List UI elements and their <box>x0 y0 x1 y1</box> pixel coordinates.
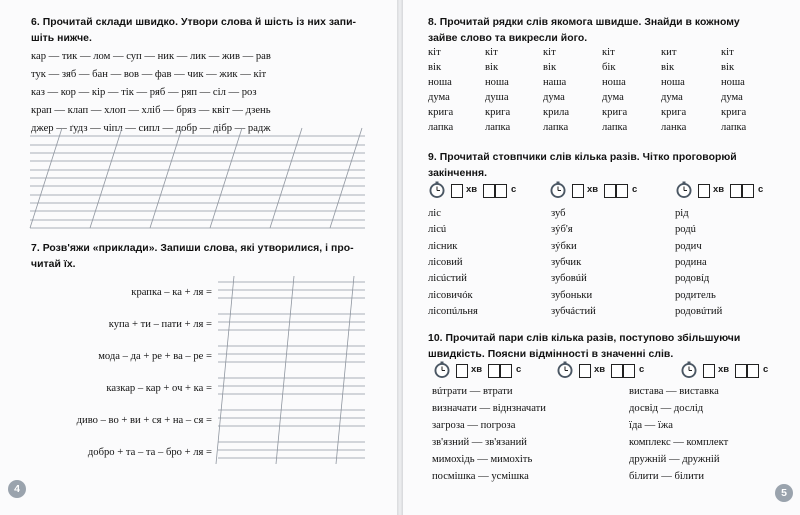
ex8-word[interactable]: кит <box>661 47 677 58</box>
ex9-word: зуб <box>551 208 566 219</box>
seconds-box-2[interactable] <box>747 364 759 378</box>
minutes-label: хв <box>718 364 730 375</box>
ex7-example: казкар – кар + оч + ка = <box>106 383 212 394</box>
ex8-title-line1: 8. Прочитай рядки слів якомога швидше. Знайди в кожному <box>428 17 740 28</box>
ex9-word: зубчик <box>551 256 582 268</box>
stopwatch-timer <box>675 181 795 201</box>
ex9-word: лісник <box>428 240 458 252</box>
seconds-box-1[interactable] <box>488 364 500 378</box>
ex9-word: зубоньки <box>551 289 593 301</box>
ex10-title-line2: швидкість. Поясни відмінності в значенні слів. <box>428 349 674 360</box>
ex10-pair-left: посмішка — усмішка <box>432 471 529 482</box>
ex8-word[interactable]: лапка <box>602 122 628 133</box>
ex6-syllable-row: кар — тик — лом — суп — ник — лик — жив — рав <box>31 51 271 62</box>
stopwatch-timer <box>428 181 548 201</box>
ex8-title-line2: зайве слово та викресли його. <box>428 33 588 44</box>
stopwatch-icon <box>675 181 693 199</box>
ex10-pair-left: мимохідь — мимохіть <box>432 454 533 465</box>
seconds-box-1[interactable] <box>604 184 616 198</box>
minutes-label: хв <box>587 184 599 195</box>
ex8-word[interactable]: ноша <box>661 77 685 88</box>
ex10-pair-right: їда — їжа <box>629 420 673 431</box>
ex8-word[interactable]: лапка <box>428 122 454 133</box>
ex8-word[interactable]: дума <box>661 92 683 103</box>
stopwatch-timer <box>556 361 676 381</box>
seconds-label: с <box>763 364 769 375</box>
minutes-box[interactable] <box>451 184 463 198</box>
ex8-word[interactable]: вік <box>428 62 442 73</box>
ex8-word[interactable]: бік <box>602 62 616 73</box>
ex8-word[interactable]: лапка <box>543 122 569 133</box>
ex9-word: рід <box>675 208 689 219</box>
ex6-syllable-row: крап — клап — хлоп — хліб — бряз — квіт — дзень <box>31 105 271 116</box>
ex7-example: диво – во + ви + ся + на – ся = <box>76 415 212 426</box>
minutes-label: хв <box>713 184 725 195</box>
ex8-word[interactable]: крига <box>485 107 511 118</box>
ex8-word[interactable]: ланка <box>661 122 687 133</box>
ex9-title-line1: 9. Прочитай стовпчики слів кілька разів. Чітко проговорюй <box>428 152 737 163</box>
ex8-word[interactable]: крига <box>721 107 747 118</box>
ex8-word[interactable]: крила <box>543 107 570 118</box>
minutes-box[interactable] <box>579 364 591 378</box>
ex10-pair-right: комплекс — комплект <box>629 437 729 448</box>
seconds-box-1[interactable] <box>735 364 747 378</box>
seconds-box-2[interactable] <box>500 364 512 378</box>
ex10-pair-right: білити — білити <box>629 471 705 482</box>
ex8-word[interactable]: вік <box>485 62 499 73</box>
seconds-label: с <box>639 364 645 375</box>
page-number-left: 4 <box>8 480 26 498</box>
ex9-word: зубовúй <box>551 273 587 285</box>
ex10-pair-left: вúтрати — втрати <box>432 386 513 397</box>
ex9-word: ліс <box>428 208 441 219</box>
stopwatch-icon <box>433 361 451 379</box>
ex6-syllable-row: каз — кор — кір — тік — ряб — ряп — сіл — роз <box>31 87 257 98</box>
ex7-example: мода – да + ре + ва – ре = <box>98 351 212 362</box>
ex8-word[interactable]: дума <box>428 92 450 103</box>
ex8-word[interactable]: кіт <box>543 47 556 58</box>
seconds-box-1[interactable] <box>730 184 742 198</box>
ex8-word[interactable]: лапка <box>721 122 747 133</box>
ex9-word: лісовичóк <box>428 289 473 301</box>
seconds-box-2[interactable] <box>623 364 635 378</box>
ex8-word[interactable]: вік <box>543 62 557 73</box>
ex8-word[interactable]: ноша <box>602 77 626 88</box>
minutes-box[interactable] <box>456 364 468 378</box>
ex9-word: родина <box>675 256 707 268</box>
ex9-word: лісовий <box>428 256 463 268</box>
ex9-word: зýбки <box>551 240 577 252</box>
left-page <box>0 0 397 515</box>
minutes-label: хв <box>471 364 483 375</box>
seconds-label: с <box>516 364 522 375</box>
ex6-syllable-row: джер — ґудз — чіпл — сипл — добр — дібр — радж <box>31 123 271 134</box>
ex10-pair-right: вистава — виставка <box>629 386 719 397</box>
page-number-right: 5 <box>775 484 793 502</box>
seconds-box-1[interactable] <box>483 184 495 198</box>
stopwatch-icon <box>428 181 446 199</box>
ex8-word[interactable]: дума <box>543 92 565 103</box>
ex8-word[interactable]: кіт <box>428 47 441 58</box>
ex10-pair-left: зв'язний — зв'язаний <box>432 437 527 448</box>
ex10-pair-left: визначати — віднзначати <box>432 403 546 414</box>
ex6-title-line2: шіть нижче. <box>31 33 92 44</box>
ex10-title-line1: 10. Прочитай пари слів кілька разів, поступово збільшуючи <box>428 333 741 344</box>
ex9-word: лісúстий <box>428 273 467 285</box>
ex8-word[interactable]: дума <box>721 92 743 103</box>
ex7-title-line1: 7. Розв'яжи «приклади». Запиши слова, які утворилися, і про- <box>31 243 354 254</box>
right-page <box>403 0 800 515</box>
ex8-word[interactable]: кіт <box>721 47 734 58</box>
ex8-word[interactable]: крига <box>428 107 454 118</box>
ex8-word[interactable]: кіт <box>602 47 615 58</box>
minutes-label: хв <box>466 184 478 195</box>
ex9-word: лісú <box>428 224 447 236</box>
ex10-pair-left: загроза — погроза <box>432 420 516 431</box>
ex8-word[interactable]: кіт <box>485 47 498 58</box>
seconds-box-2[interactable] <box>742 184 754 198</box>
ex10-pair-right: дружній — дружній <box>629 454 720 465</box>
stopwatch-icon <box>556 361 574 379</box>
ex8-word[interactable]: крига <box>661 107 687 118</box>
ex6-title-line1: 6. Прочитай склади швидко. Утвори слова й шість із них запи- <box>31 17 357 28</box>
stopwatch-timer <box>680 361 800 381</box>
seconds-box-2[interactable] <box>495 184 507 198</box>
seconds-label: с <box>758 184 764 195</box>
ex8-word[interactable]: вік <box>721 62 735 73</box>
stopwatch-timer <box>549 181 669 201</box>
ex8-word[interactable]: ноша <box>721 77 745 88</box>
ex7-title-line2: читай їх. <box>31 259 76 270</box>
ex10-pair-right: досвід — дослід <box>629 403 704 414</box>
seconds-label: с <box>511 184 517 195</box>
ex8-word[interactable]: вік <box>661 62 675 73</box>
ex6-syllable-row: тук — зяб — бан — вов — фав — чик — жик — кіт <box>31 69 267 80</box>
stopwatch-icon <box>549 181 567 199</box>
ex9-word: родич <box>675 240 702 252</box>
ex8-word[interactable]: ноша <box>485 77 509 88</box>
ex8-word[interactable]: ноша <box>428 77 452 88</box>
ex8-word[interactable]: наша <box>543 77 567 88</box>
seconds-label: с <box>632 184 638 195</box>
ex8-word[interactable]: дума <box>602 92 624 103</box>
seconds-box-2[interactable] <box>616 184 628 198</box>
stopwatch-icon <box>680 361 698 379</box>
minutes-box[interactable] <box>572 184 584 198</box>
ex9-word: зубчáстий <box>551 305 596 317</box>
ex9-word: зýб'я <box>551 224 573 236</box>
ex9-title-line2: закінчення. <box>428 168 488 179</box>
ex7-answer-lines[interactable] <box>0 0 397 515</box>
ex8-word[interactable]: душа <box>485 92 509 103</box>
minutes-label: хв <box>594 364 606 375</box>
ex7-example: крапка – ка + ля = <box>131 287 212 298</box>
ex9-word: лісопúльня <box>428 305 478 317</box>
minutes-box[interactable] <box>703 364 715 378</box>
ex7-example: купа + ти – пати + ля = <box>108 319 212 330</box>
minutes-box[interactable] <box>698 184 710 198</box>
stopwatch-timer <box>433 361 553 381</box>
ex9-word: родитель <box>675 289 716 301</box>
ex8-word[interactable]: крига <box>602 107 628 118</box>
ex9-word: родовíд <box>675 273 710 285</box>
ex7-example: добро + та – та – бро + ля = <box>87 447 212 458</box>
ex9-word: родú <box>675 224 696 236</box>
ex8-word[interactable]: лапка <box>485 122 511 133</box>
ex9-word: родовúтий <box>675 305 723 317</box>
seconds-box-1[interactable] <box>611 364 623 378</box>
